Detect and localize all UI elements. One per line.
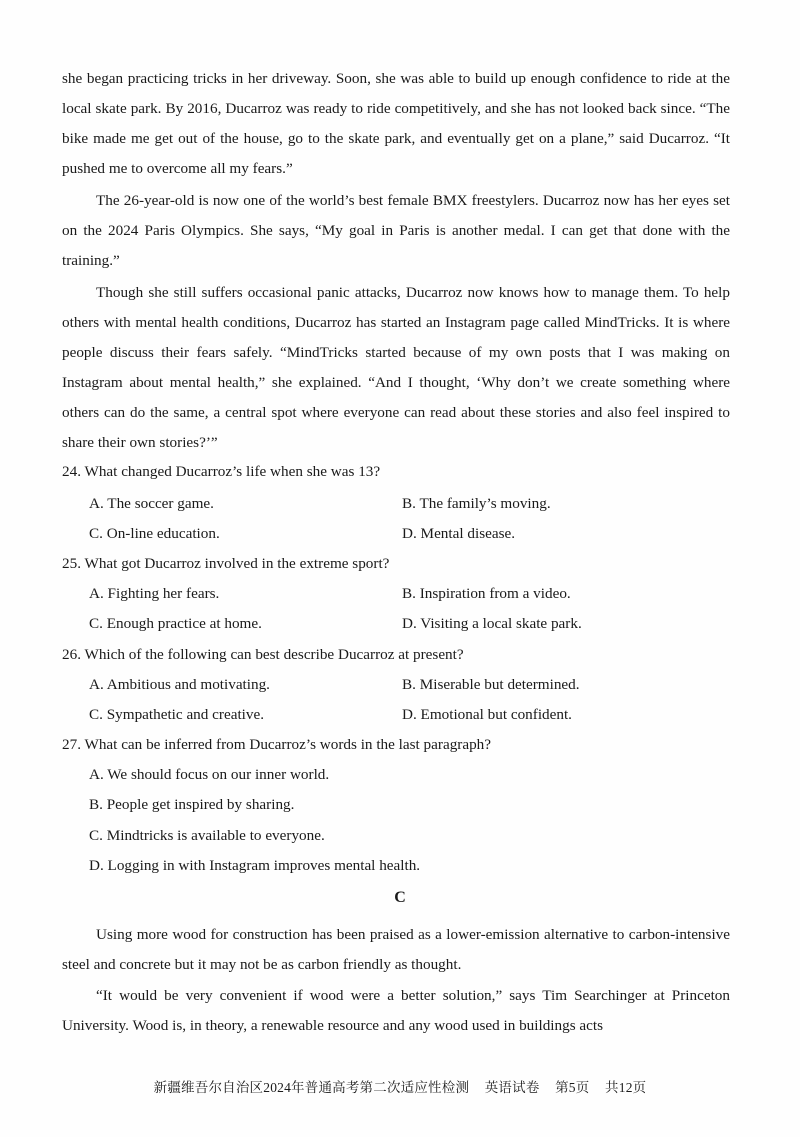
question-26-option-c[interactable]: C. Sympathetic and creative.: [89, 706, 265, 723]
section-c-heading: C: [394, 889, 406, 906]
question-27-option-a[interactable]: A. We should focus on our inner world.: [89, 766, 330, 783]
question-26-stem: 26. Which of the following can best describe Ducarroz at present?: [62, 646, 464, 663]
footer-exam-title: 新疆维吾尔自治区2024年普通高考第二次适应性检测: [153, 1080, 470, 1095]
footer-subject: 英语试卷: [484, 1080, 540, 1095]
question-27-option-d[interactable]: D. Logging in with Instagram improves mental health.: [89, 857, 421, 874]
question-27-option-c[interactable]: C. Mindtricks is available to everyone.: [89, 827, 325, 844]
question-25-option-d[interactable]: D. Visiting a local skate park.: [402, 615, 582, 632]
question-25-option-a[interactable]: A. Fighting her fears.: [89, 585, 220, 602]
passage-b-paragraph-3: Though she still suffers occasional panic attacks, Ducarroz now knows how to manage them. To help others with mental health conditions, Ducarroz has started an Instagram page called MindTricks. It is where people discuss their fears safely. “MindTricks started because of my own posts that I was making on Instagram about mental health,” she explained. “And I thought, ‘Why don’t we create something where others can do the same, a central spot where everyone can read about these stories and also feel inspired to share their own stories?’”: [62, 284, 730, 451]
question-24-stem: 24. What changed Ducarroz’s life when she was 13?: [62, 463, 381, 480]
question-26-option-a[interactable]: A. Ambitious and motivating.: [89, 676, 270, 693]
question-24-option-c[interactable]: C. On-line education.: [89, 525, 220, 542]
question-24-option-d[interactable]: D. Mental disease.: [402, 525, 516, 542]
footer-total-pages: 共12页: [605, 1080, 647, 1095]
section-c-paragraph-2: “It would be very convenient if wood were a better solution,” says Tim Searchinger at Princeton University. Wood is, in theory, a renewable resource and any wood used in buildings acts: [62, 987, 730, 1034]
passage-b-paragraph-2: The 26-year-old is now one of the world’s best female BMX freestylers. Ducarroz now has her eyes set on the 2024 Paris Olympics. She says, “My goal in Paris is another medal. I can get that done with the training.”: [62, 192, 730, 269]
question-25-option-c[interactable]: C. Enough practice at home.: [89, 615, 262, 632]
page-footer: [0, 1076, 800, 1096]
section-c-paragraph-1: Using more wood for construction has been praised as a lower-emission alternative to carbon-intensive steel and concrete but it may not be as carbon friendly as thought.: [62, 926, 730, 973]
question-24-option-a[interactable]: A. The soccer game.: [89, 495, 214, 512]
question-26-option-d[interactable]: D. Emotional but confident.: [402, 706, 572, 723]
question-27-option-b[interactable]: B. People get inspired by sharing.: [89, 796, 295, 813]
footer-page-number: 第5页: [555, 1080, 590, 1095]
question-24-option-b[interactable]: B. The family’s moving.: [402, 495, 551, 512]
question-27-stem: 27. What can be inferred from Ducarroz’s words in the last paragraph?: [62, 736, 492, 753]
passage-b-paragraph-continued: she began practicing tricks in her driveway. Soon, she was able to build up enough confidence to ride at the local skate park. By 2016, Ducarroz was ready to ride competitively, and she has not looked back since. “The bike made me get out of the house, go to the skate park, and eventually get on a plane,” said Ducarroz. “It pushed me to overcome all my fears.”: [62, 70, 730, 177]
question-25-stem: 25. What got Ducarroz involved in the extreme sport?: [62, 555, 390, 572]
question-26-option-b[interactable]: B. Miserable but determined.: [402, 676, 580, 693]
question-25-option-b[interactable]: B. Inspiration from a video.: [402, 585, 571, 602]
